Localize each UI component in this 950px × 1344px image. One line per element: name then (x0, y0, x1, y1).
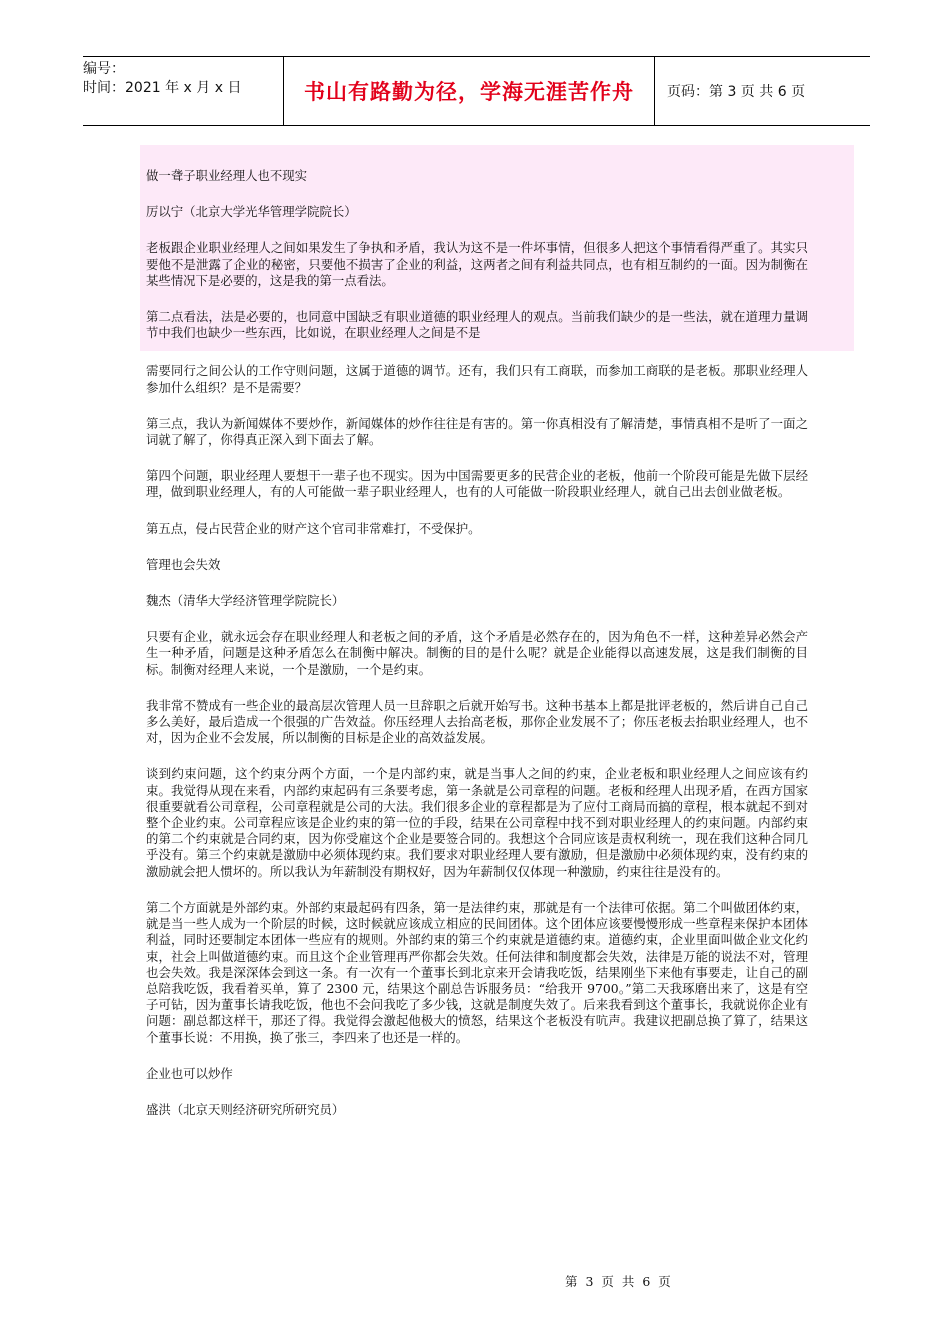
body-paragraph: 第二点看法，法是必要的，也同意中国缺乏有职业道德的职业经理人的观点。当前我们缺少的是一些法，就在道理力量调节中我们也缺少一些东西，比如说，在职业经理人之间是不是 (146, 309, 808, 341)
document-date-label: 时间：2021 年 x 月 x 日 (83, 80, 242, 96)
document-body (146, 168, 808, 1138)
author-line: 厉以宁（北京大学光华管理学院院长） (146, 204, 357, 220)
page-header (83, 56, 870, 126)
author-line: 魏杰（清华大学经济管理学院院长） (146, 593, 345, 609)
header-page-number: 页码：第 3 页 共 6 页 (667, 84, 806, 100)
body-paragraph: 我非常不赞成有一些企业的最高层次管理人员一旦辞职之后就开始写书。这种书基本上都是批评老板的，然后讲自己自己多么美好，最后造成一个很强的广告效益。你压经理人去抬高老板，那你企业发展不了；你压老板去抬职业经理人，也不对，因为企业不会发展，所以制衡的目标是企业的高效益发展。 (146, 697, 808, 746)
header-motto: 书山有路勤为径，学海无涯苦作舟 (283, 57, 655, 125)
section-title: 管理也会失效 (146, 556, 221, 572)
body-paragraph: 老板跟企业职业经理人之间如果发生了争执和矛盾，我认为这不是一件坏事情，但很多人把这个事情看得严重了。其实只要他不是泄露了企业的秘密，只要他不损害了企业的利益，这两者之间有利益共同点，也有相互制约的一面。因为制衡在某些情况下是必要的，这是我的第一点看法。 (146, 240, 808, 288)
body-paragraph: 第二个方面就是外部约束。外部约束最起码有四条，第一是法律约束，那就是有一个法律可依据。第二个叫做团体约束，就是当一些人成为一个阶层的时候，这时候就应该成立相应的民间团体。这个团体应该要慢慢形成一些章程来保护本团体利益，同时还要制定本团体一些应有的规则。外部约束的第三个约束就是道德约束。道德约束，企业里面叫做企业文化约束，社会上叫做道德约束。而且这个企业管理再严你都会失效。任何法律和制度都会失效，法律是万能的说法不对，管理也会失效。我是深深体会到这一条。有一次有一个董事长到北京来开会请我吃饭，结果刚坐下来他有事要走，让自己的副总陪我吃饭，我看着买单，算了 2300 元，结果这个副总告诉服务员：“给我开 9700。”第二天我琢磨出来了，这是有空子可钻，因为董事长请我吃饭，他也不会问我吃了多少钱，这就是制度失效了。后来我看到这个董事长，我就说你企业有问题：副总都这样干，那还了得。我觉得会激起他极大的愤怒，结果这个老板没有吭声。我建议把副总换了算了，结果这个董事长说：不用换，换了张三，李四来了也还是一样的。 (146, 899, 808, 1045)
body-paragraph: 需要同行之间公认的工作守则问题，这属于道德的调节。还有，我们只有工商联，而参加工商联的是老板。那职业经理人参加什么组织？是不是需要？ (146, 363, 808, 395)
body-paragraph: 谈到约束问题，这个约束分两个方面，一个是内部约束，就是当事人之间的约束，企业老板和职业经理人之间应该有约束。我觉得从现在来看，内部约束起码有三条要考虑，第一条就是公司章程的问题。老板和经理人出现矛盾，在西方国家很重要就看公司章程，公司章程就是公司的大法。我们很多企业的章程都是为了应付工商局而搞的章程，根本就起不到对整个企业约束。公司章程应该是企业约束的第一位的手段，结果在公司章程中找不到对职业经理人的约束问题。内部约束的第二个约束就是合同约束，因为你受雇这个企业是要签合同的。我想这个合同应该是责权利统一，现在我们这种合同几乎没有。第三个约束就是激励中必须体现约束。我们要求对职业经理人要有激励，但是激励中必须体现约束，没有约束的激励就会把人惯坏的。所以我认为年薪制没有期权好，因为年薪制仅仅体现一种激励，约束往往是没有的。 (146, 766, 808, 879)
body-paragraph: 第五点，侵占民营企业的财产这个官司非常难打，不受保护。 (146, 520, 481, 536)
body-paragraph: 只要有企业，就永远会存在职业经理人和老板之间的矛盾，这个矛盾是必然存在的，因为角色不一样，这种差异必然会产生一种矛盾，问题是这种矛盾怎么在制衡中解决。制衡的目的是什么呢？就是企业能得以高速发展，这是我们制衡的目标。制衡对经理人来说，一个是激励，一个是约束。 (146, 629, 808, 677)
section-title: 做一聋子职业经理人也不现实 (146, 168, 308, 183)
page-footer: 第 3 页 共 6 页 (565, 1274, 673, 1289)
author-line: 盛洪（北京天则经济研究所研究员） (146, 1101, 345, 1117)
section-title: 企业也可以炒作 (146, 1065, 233, 1081)
header-meta (83, 57, 283, 125)
body-paragraph: 第三点，我认为新闻媒体不要炒作，新闻媒体的炒作往往是有害的。第一你真相没有了解清楚，事情真相不是听了一面之词就了解了，你得真正深入到下面去了解。 (146, 415, 808, 448)
body-paragraph: 第四个问题，职业经理人要想干一辈子也不现实。因为中国需要更多的民营企业的老板，他前一个阶段可能是先做下层经理，做到职业经理人，有的人可能做一辈子职业经理人，也有的人可能做一阶段职业经理人，就自己出去创业做老板。 (146, 468, 808, 500)
document-code-label: 编号： (83, 61, 125, 77)
